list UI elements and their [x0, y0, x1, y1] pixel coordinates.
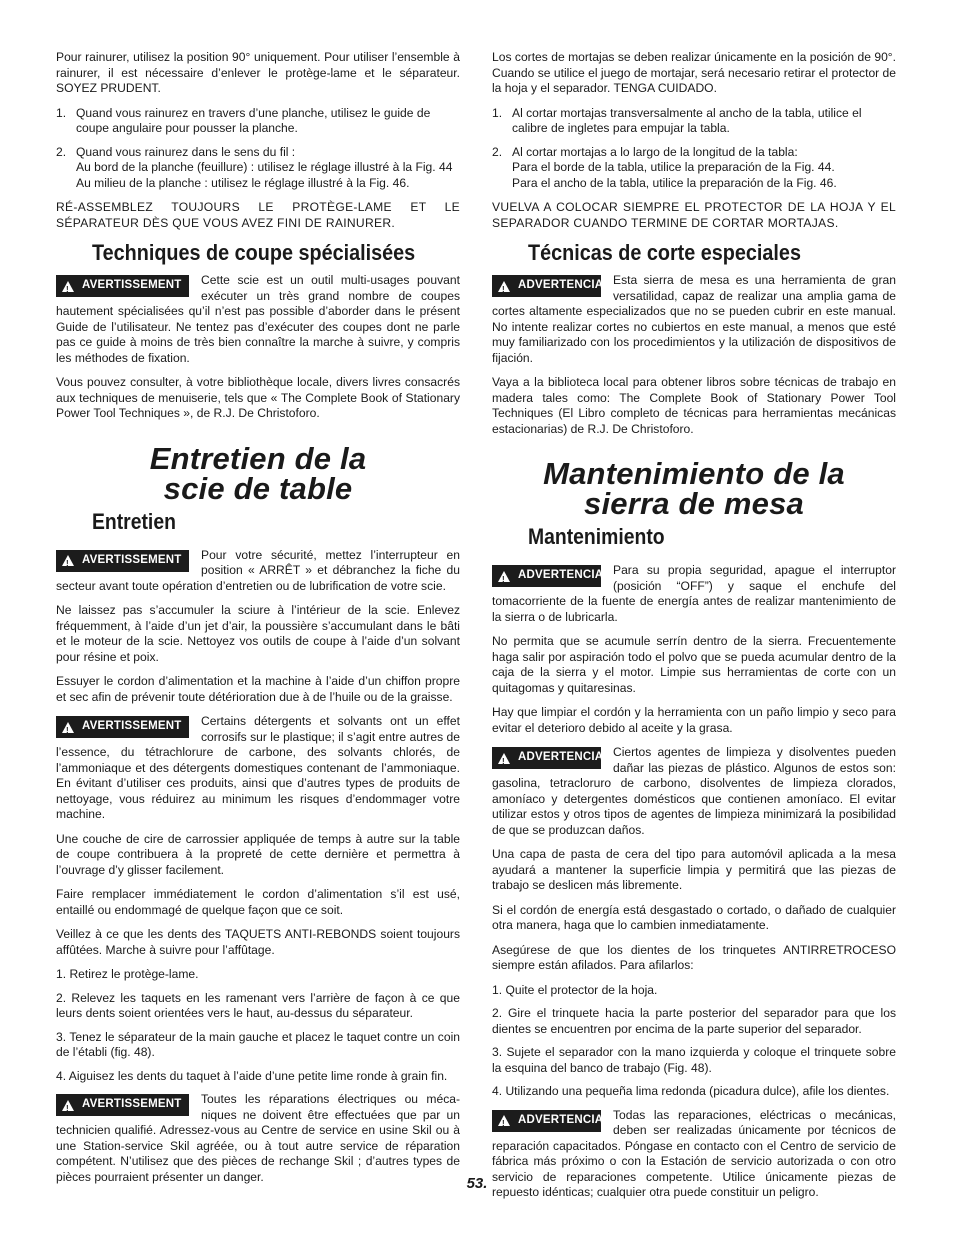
list-item — [492, 145, 896, 161]
warning-badge — [492, 747, 604, 769]
list-text: Al cortar mortajas a lo largo de la longitud de la tabla: — [512, 144, 798, 159]
list-number: 2. — [492, 144, 503, 159]
section-heading: Techniques de coupe spécialisées — [92, 240, 416, 265]
warning-badge — [56, 550, 189, 572]
paragraph: No permita que se acumule serrín dentro de la sierra. Frecuentemente haga salir por aspiración todo el polvo que se pueda acumular dentro de la caja de la sierra y el motor. Limpie sus herramientas de corte con un quitagomas y quitaresinas. — [492, 634, 896, 695]
warning-triangle-icon — [498, 571, 510, 582]
warning-label: AVERTISSEMENT — [82, 1098, 182, 1111]
warning-triangle-icon — [62, 555, 74, 566]
warning-triangle-icon — [62, 722, 74, 733]
list-subitem: Para el borde de la tabla, utilice la preparación de la Fig. 44. — [512, 160, 835, 174]
step-item: 4. Utilizando una pequeña lima redonda (picadura dulce), afile los dientes. — [492, 1084, 890, 1098]
spanish-column — [492, 50, 896, 1210]
intro-paragraph: Pour rainurer, utilisez la position 90° uniquement. Pour utiliser l’ensemble à rainurer, il est nécessaire d’enlever le protège-lame et le séparateur. SOYEZ PRUDENT. — [56, 50, 460, 95]
warning-text: Esta sierra de mesa es una herramienta de gran versatilidad, capaz de realizar una amplia gama de cortes altamente especializados que no se pueden cubrir en este manual. No intente realizar cortes no cubiertos en este manual, a menos que esté muy familiarizado con los procedimientos y la utilización de dispositivos de fijación. — [492, 273, 896, 365]
reassemble-notice: VUELVA A COLOCAR SIEMPRE EL PROTECTOR DE LA HOJA Y EL SEPARADOR CUANDO TERMINE DE CORTAR MORTAJAS. — [492, 200, 896, 230]
paragraph: Une couche de cire de carrossier appliquée de temps à autre sur la table de coupe contribuera à la propreté de cette dernière et permettra à l’ouvrage d’y glisser facilement. — [56, 831, 460, 877]
paragraph: Una capa de pasta de cera del tipo para automóvil aplicada a la mesa ayudará a mantener la superficie limpia y permitirá que las piezas de trabajo se deslicen más libremente. — [492, 847, 896, 892]
warning-label: ADVERTENCIA — [518, 1113, 604, 1126]
warning-badge — [56, 275, 189, 297]
warning-badge — [56, 716, 189, 738]
list-text: Quand vous rainurez en travers d’une planche, utilisez le guide de coupe angulaire pour pousser la planche. — [76, 105, 431, 135]
chapter-title-line: Entretien de la — [149, 440, 367, 476]
warning-text: Toutes les réparations électriques ou méca-niques ne doivent être effectuées que par un technicien qualifié. Adressez-vous au Centre de service en usine Skil ou à une Station-service Skil agréée, ou à tout autre service de réparation compétent. N’utilisez que des pièces de rechange Skil ; d’autres types de pièces pourraient présenter un danger. — [56, 1092, 460, 1184]
subsection-heading: Entretien — [92, 508, 176, 534]
list-number: 1. — [492, 105, 503, 120]
warning-triangle-icon — [498, 281, 510, 292]
paragraph: Asegúrese de que los dientes de los trinquetes ANTIRRETROCESO siempre están afilados. Para afilarlos: — [492, 942, 896, 972]
list-text: Al cortar mortajas transversalmente al ancho de la tabla, utilice el calibre de ingletes para empujar la tabla. — [512, 105, 862, 135]
list-subitem: Para el ancho de la tabla, utilice la preparación de la Fig. 46. — [512, 175, 837, 190]
reassemble-notice: RÉ-ASSEMBLEZ TOUJOURS LE PROTÈGE-LAME ET LE SÉPARATEUR DÈS QUE VOUS AVEZ FINI DE RAINURER. — [56, 200, 460, 230]
warning-label: ADVERTENCIA — [518, 751, 604, 764]
warning-label: ADVERTENCIA — [518, 569, 604, 582]
page-number: 53. — [466, 1175, 488, 1192]
list-subitem: Au milieu de la planche : utilisez le réglage illustré à la Fig. 46. — [76, 175, 410, 190]
warning-badge — [492, 275, 604, 297]
step-item: 4. Aiguisez les dents du taquet à l’aide d’une petite lime ronde à grain fin. — [56, 1068, 448, 1083]
list-item — [492, 106, 896, 137]
step-item: 3. Sujete el separador con la mano izquierda y coloque el trinquete sobre la esquina del banco de trabajo (Fig. 48). — [492, 1045, 896, 1075]
paragraph: Hay que limpiar el cordón y la herramienta con un paño limpio y seco para evitar el deterioro debido al aceite y la grasa. — [492, 705, 896, 735]
chapter-title — [492, 456, 896, 521]
warning-label: AVERTISSEMENT — [82, 279, 182, 292]
warning-text: Todas las reparaciones, eléctricas o mecánicas, deben ser realizadas únicamente por técnicos de reparación capacitados. Póngase en contacto con el Centro de servicio de fábrica más próximo o con la Estación de servicio autorizada o con otro servicio de reparaciones competente. Utilice únicamente piezas de repuesto idénticas; cualquier otra puede constituir un peligro. — [492, 1107, 896, 1199]
step-item: 1. Quite el protector de la hoja. — [492, 982, 658, 997]
warning-label: AVERTISSEMENT — [82, 553, 182, 566]
paragraph: Essuyer le cordon d’alimentation et la machine à l’aide d’un chiffon propre et sec afin de prévenir toute détérioration due à de l’huile ou de la graisse. — [56, 674, 460, 704]
warning-triangle-icon — [498, 1115, 510, 1126]
warning-label: AVERTISSEMENT — [82, 720, 182, 733]
step-item: 2. Relevez les taquets en les ramenant vers l’arrière de façon à ce que leurs dents soient orientées vers le haut, au-dessus du séparateur. — [56, 990, 460, 1020]
french-column — [56, 50, 460, 1194]
chapter-title-line: sierra de mesa — [584, 486, 804, 521]
list-subitem: Au bord de la planche (feuillure) : utilisez le réglage illustré à la Fig. 44 — [76, 160, 453, 174]
library-paragraph: Vous pouvez consulter, à votre bibliothèque locale, divers livres consacrés aux techniques de menuiserie, tels que « The Complete Book of Stationary Power Tool Techniques », de R.J. De Christoforo. — [56, 375, 460, 420]
warning-triangle-icon — [498, 753, 510, 764]
warning-triangle-icon — [62, 281, 74, 292]
warning-badge — [56, 1094, 189, 1116]
chapter-title-line: scie de table — [163, 470, 353, 506]
paragraph: Faire remplacer immédiatement le cordon d’alimentation s’il est usé, entaillé ou endommagé de quelque façon que ce soit. — [56, 887, 460, 917]
list-item — [56, 106, 460, 137]
paragraph: Veillez à ce que les dents des TAQUETS ANTI-REBONDS soient toujours affûtées. Marche à suivre pour l’affûtage. — [56, 927, 460, 957]
step-item: 3. Tenez le séparateur de la main gauche et placez le taquet contre un coin de l’établi (fig. 48). — [56, 1029, 460, 1059]
warning-text: Para su propia seguridad, apague el interruptor (posición “OFF”) y saque el enchufe del tomacorriente de la fuente de energía antes de realizar mantenimiento de la sierra o de lubricarla. — [492, 563, 896, 624]
paragraph: Ne laissez pas s’accumuler la sciure à l’intérieur de la scie. Enlevez fréquemment, à l’aide d’un jet d’air, la poussière s’accumulant dans le bâti et le moteur de la scie. Nettoyez vos outils de coupe à l’aide d’un solvant pour résine et poix. — [56, 603, 460, 664]
warning-text: Ciertos agentes de limpieza y disolventes pueden dañar las piezas de plástico. Algunos de estos son: gasolina, tetracloruro de carbono, disolventes de limpieza clorados, amoníaco y detergentes domésticos que contienen amoníaco. El evitar utilizar estos y otros tipos de agentes de limpieza minimizará la posibilidad de que se produzcan daños. — [492, 745, 896, 837]
section-heading: Técnicas de corte especiales — [528, 240, 801, 265]
library-paragraph: Vaya a la biblioteca local para obtener libros sobre técnicas de trabajo en madera tales como: The Complete Book of Stationary Power Tool Techniques (El Libro completo de técnicas para herramientas mecánicas estacionarias) de R.J. De Christoforo. — [492, 375, 896, 436]
list-text: Quand vous rainurez dans le sens du fil : — [76, 144, 296, 159]
paragraph: Si el cordón de energía está desgastado o cortado, o dañado de cualquier otra manera, haga que lo cambien inmediatamente. — [492, 902, 896, 932]
subsection-heading: Mantenimiento — [528, 524, 665, 549]
step-item: 1. Retirez le protège-lame. — [56, 967, 199, 981]
warning-badge — [492, 1110, 604, 1132]
list-item — [56, 145, 460, 161]
list-number: 2. — [56, 144, 67, 159]
step-item: 2. Gire el trinquete hacia la parte posterior del separador para que los dientes se encuentren por encima de la parte superior del separador. — [492, 1006, 896, 1036]
warning-label: ADVERTENCIA — [518, 279, 604, 292]
warning-text: Pour votre sécurité, mettez l’interrupteur en position « ARRÊT » et débranchez la fiche du secteur avant toute opération d’entretien ou de lubrification de votre scie. — [56, 547, 460, 593]
chapter-title-line: Mantenimiento de la — [543, 456, 845, 491]
list-number: 1. — [56, 105, 67, 120]
warning-triangle-icon — [62, 1100, 74, 1111]
warning-badge — [492, 565, 604, 587]
intro-paragraph: Los cortes de mortajas se deben realizar únicamente en la posición de 90°. Cuando se utilice el juego de mortajar, será necesario retirar el protector de la hoja y el separador. TENGA CUIDADO. — [492, 50, 897, 95]
warning-text: Certains détergents et solvants ont un effet corrosifs sur le plastique; il s’agit entre autres de l’essence, du tétrachlorure de carbone, des solvants chlorés, de l’ammoniaque et des détergents domestiques contenant de l’ammoniaque. En évitant d’utiliser ces produits, ainsi que d’autres types de produits de nettoyage, vous réduirez au minimum les risques d’endommager votre machine. — [56, 714, 460, 821]
chapter-title — [56, 440, 460, 506]
warning-text: Cette scie est un outil multi-usages pouvant exécuter un très grand nombre de coupes hautement spécialisées qu’il n’est pas possible d’aborder dans le présent Guide de l’utilisateur. Ne tentez pas d’exécuter des coupes dont ne parle pas ce guide à moins de très bien connaître la marche à suivre, y compris les méthodes de fixation. — [56, 273, 460, 365]
